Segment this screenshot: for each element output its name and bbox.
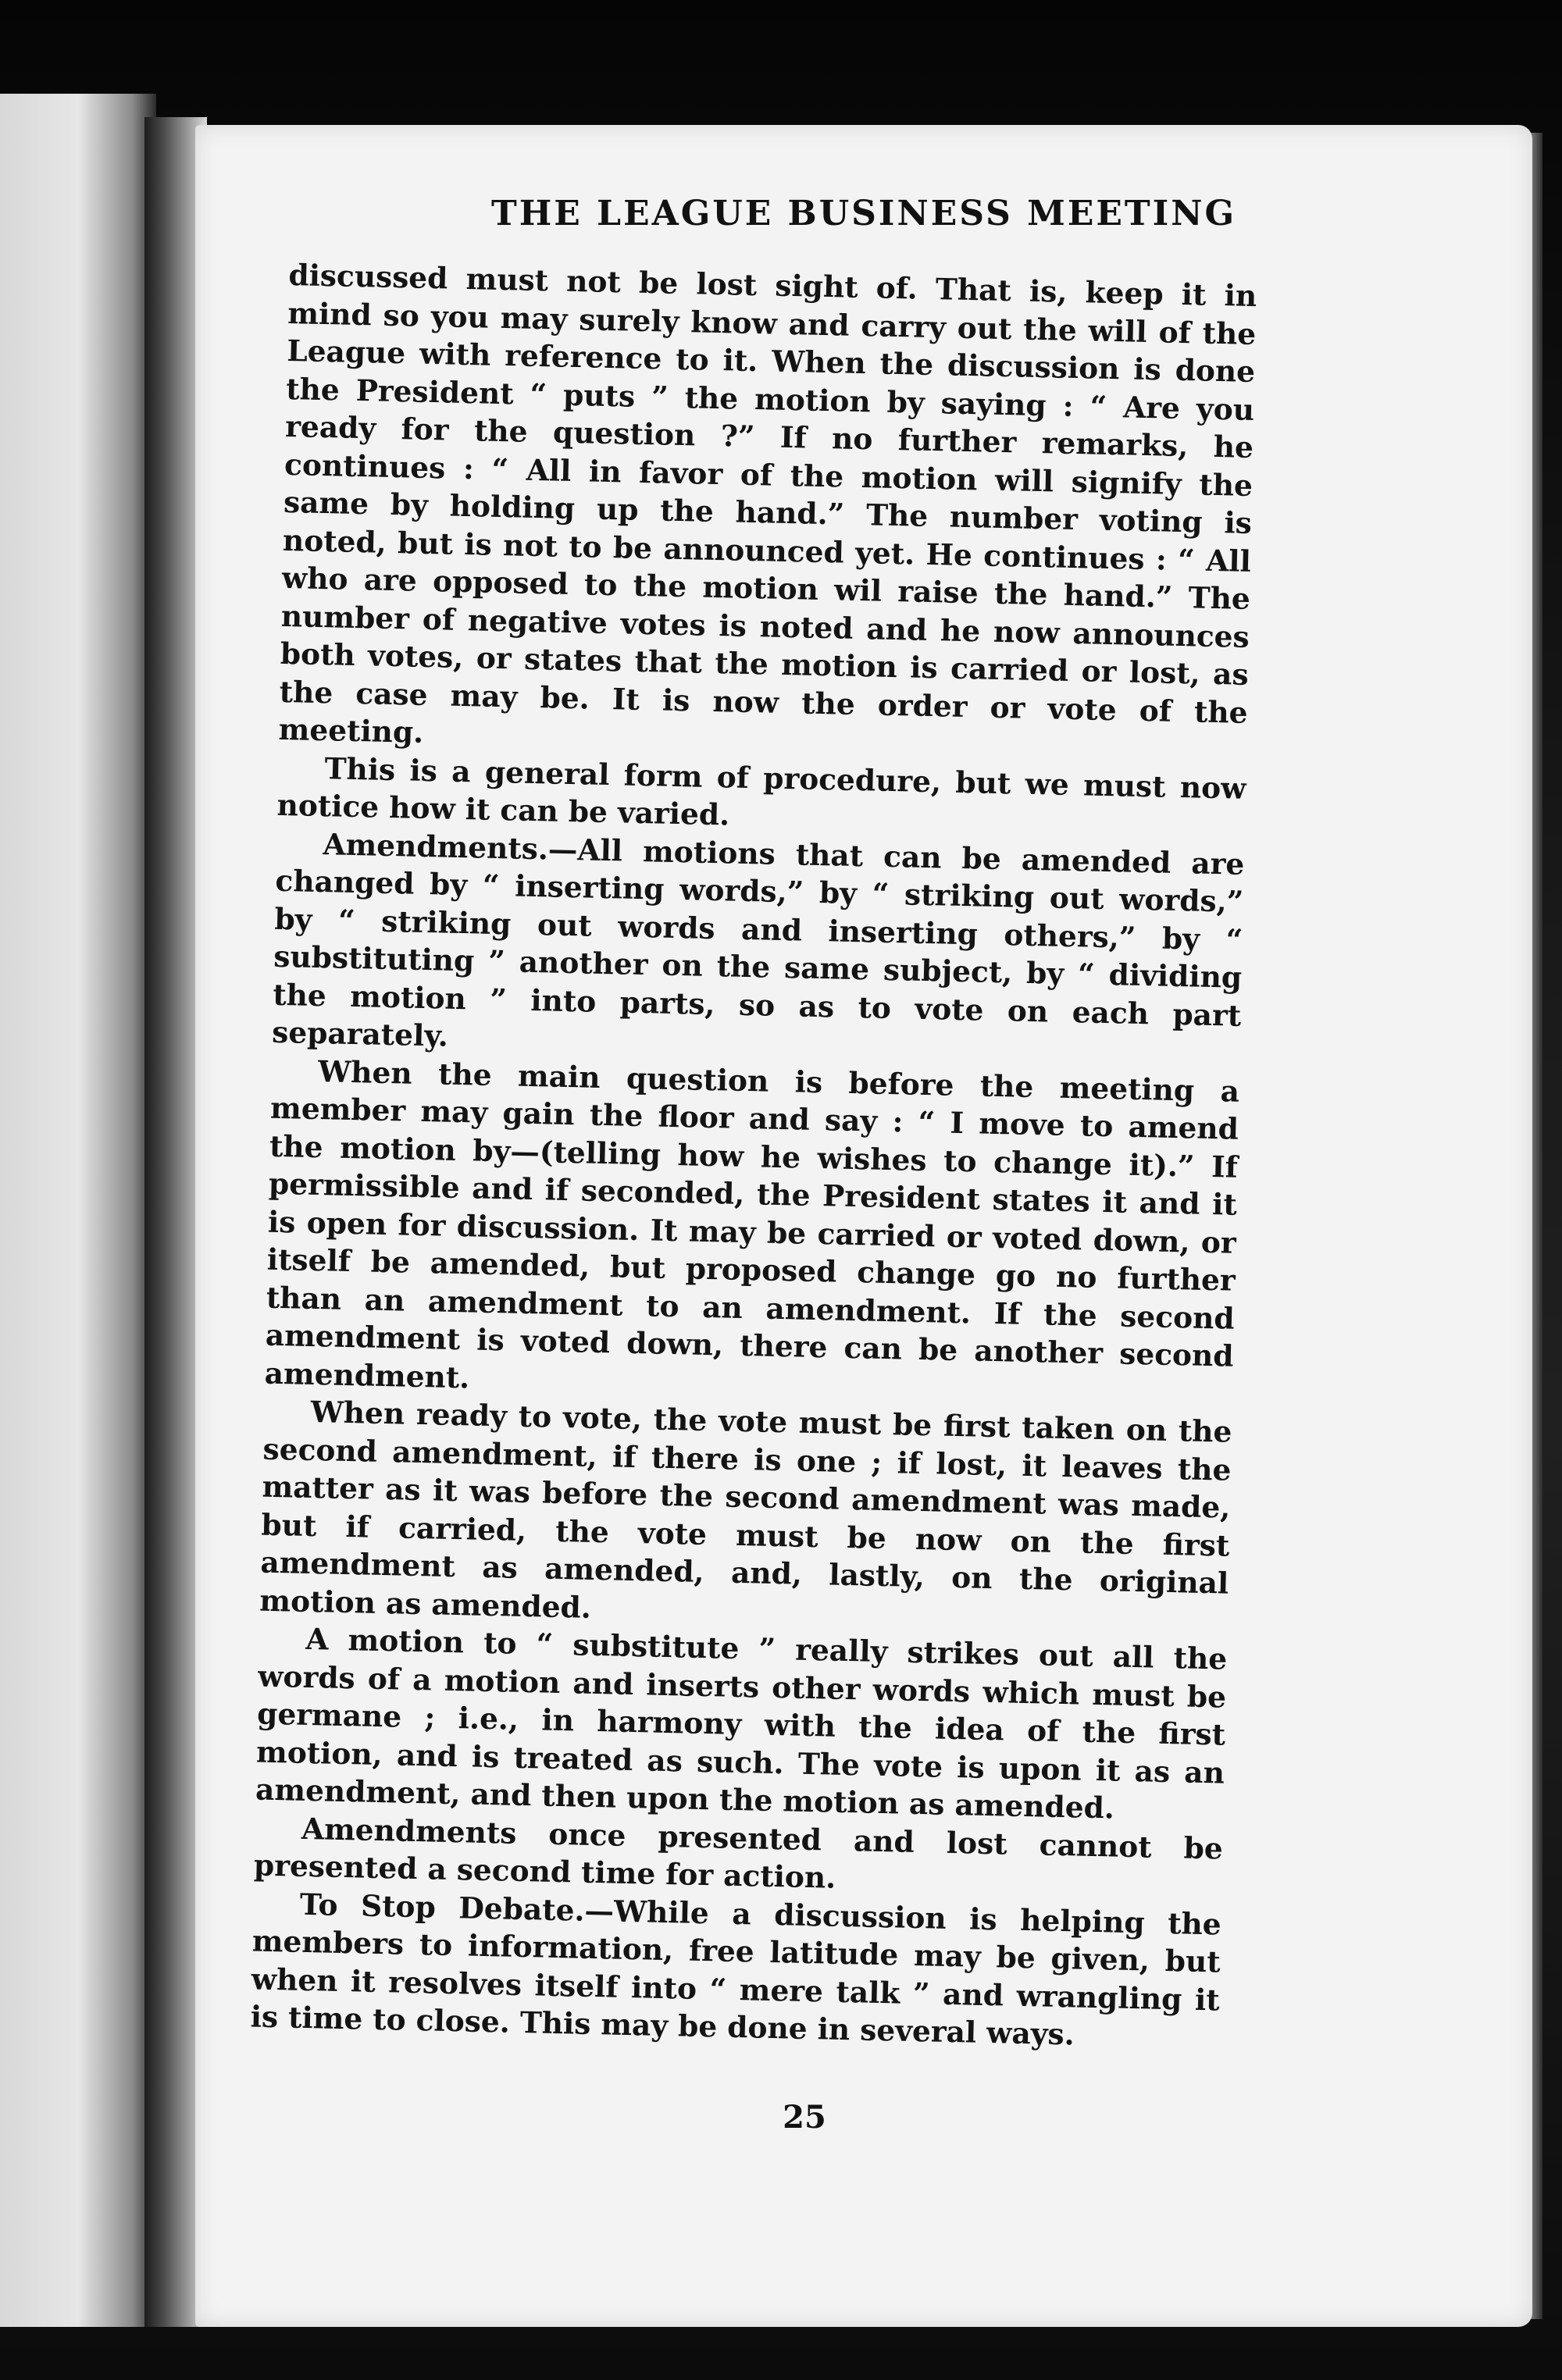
paragraph-text: A motion to “ substitute ” really strikes out all the words of a motion and inserts other words which must be germane ; i.e., in harmony with the idea of the first motion, and is treated as such. The vote is upon it as an amendment, and then upon the motion as amended. bbox=[255, 1621, 1228, 1826]
paragraph-substitute bbox=[255, 1619, 1228, 1830]
paragraph-text: —All motions that can be amended are changed by “ inserting words,” by “ striking out words,” by “ striking out words and inserting others,” by “ substituting ” another on the same subject, by “ dividing the motion ” into parts, so as to vote on each part separately. bbox=[271, 831, 1245, 1053]
paragraph-ready-to-vote bbox=[259, 1392, 1232, 1641]
section-lead-stop-debate: To Stop Debate. bbox=[299, 1887, 586, 1928]
paragraph-main-question bbox=[264, 1051, 1239, 1413]
paragraph-text: When the main question is before the meeting a member may gain the floor and say : “ I move to amend the motion by—(telling how he wishes to change it).” If permissible and if seconded, the President states it and it is open for discussion. It may be carried or voted down, or itself be amended, but proposed change go no further than an amendment to an amendment. If the second amendment is voted down, there can be another second amendment. bbox=[264, 1053, 1240, 1395]
paragraph-text: When ready to vote, the vote must be first taken on the second amendment, if there is one ; if lost, it leaves the matter as it was before the second amendment was made, but if carried, the vote must be now on the first amendment as amended, and, lastly, on the original motion as amended. bbox=[259, 1394, 1232, 1625]
paragraph-continuation bbox=[278, 256, 1257, 769]
paragraph-amendments bbox=[272, 824, 1245, 1072]
paragraph-stop-debate bbox=[250, 1884, 1221, 2057]
paragraph-text: Amendments once presented and lost cannot be presented a second time for action. bbox=[253, 1811, 1224, 1895]
paragraph-text: This is a general form of procedure, but we must now notice how it can be varied. bbox=[276, 750, 1246, 832]
section-lead-amendments: Amendments. bbox=[323, 826, 549, 866]
facing-page-edge bbox=[0, 94, 156, 2327]
page-body bbox=[250, 256, 1257, 2057]
page-number: 25 bbox=[783, 2099, 826, 2136]
book-page bbox=[195, 125, 1532, 2327]
running-header: THE LEAGUE BUSINESS MEETING bbox=[490, 194, 1237, 233]
paragraph-text: discussed must not be lost sight of. That is, keep it in mind so you may surely know and carry out the will of the League with reference to it. When the discussion is done the President “ puts ” the motion by saying : “ Are you ready for the question ?” If no further remarks, he continues : “ All in favor of the motion will signify the same by holding up the hand.” The number voting is noted, but is not to be announced yet. He continues : “ All who are opposed to the motion wil raise the hand.” The number of negative votes is noted and he now announces both votes, or states that the motion is carried or lost, as the case may be. It is now the order or vote of the meeting. bbox=[278, 257, 1257, 750]
paragraph-text: —While a discussion is helping the members to information, free latitude may be given, but when it resolves itself into “ mere talk ” and wrangling it is time to close. This may be done in several ways. bbox=[250, 1893, 1222, 2052]
